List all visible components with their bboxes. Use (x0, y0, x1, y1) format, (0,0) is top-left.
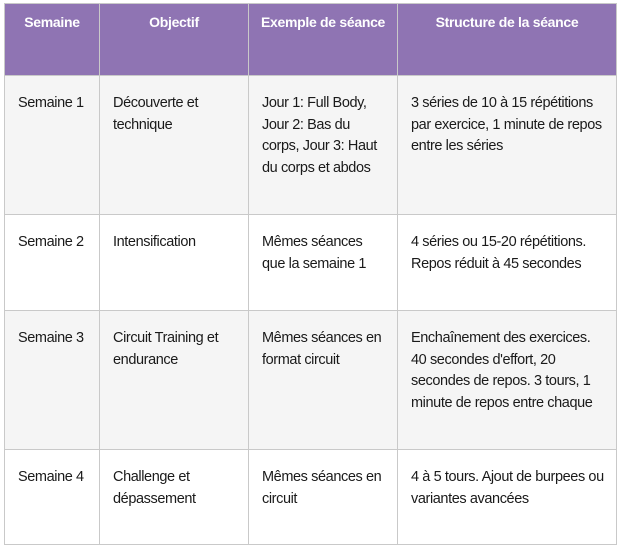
cell-structure: Enchaînement des exercices. 40 secondes d'effort, 20 secondes de repos. 3 tours, 1 minute de repos entre chaque (398, 311, 617, 450)
table-row (5, 450, 617, 545)
cell-objective: Découverte et technique (100, 76, 249, 215)
table-row (5, 215, 617, 311)
cell-structure: 4 à 5 tours. Ajout de burpees ou variantes avancées (398, 450, 617, 545)
cell-structure: 3 séries de 10 à 15 répétitions par exercice, 1 minute de repos entre les séries (398, 76, 617, 215)
table-header-row (5, 4, 617, 76)
cell-example: Mêmes séances que la semaine 1 (249, 215, 398, 311)
header-exemple: Exemple de séance (249, 4, 398, 76)
cell-week: Semaine 4 (5, 450, 100, 545)
cell-objective: Circuit Training et endurance (100, 311, 249, 450)
cell-example: Jour 1: Full Body, Jour 2: Bas du corps, Jour 3: Haut du corps et abdos (249, 76, 398, 215)
table-row (5, 311, 617, 450)
cell-example: Mêmes séances en format circuit (249, 311, 398, 450)
training-plan-table (4, 3, 617, 545)
cell-structure: 4 séries ou 15-20 répétitions. Repos réduit à 45 secondes (398, 215, 617, 311)
table-row (5, 76, 617, 215)
header-structure: Structure de la séance (398, 4, 617, 76)
header-semaine: Semaine (5, 4, 100, 76)
header-objectif: Objectif (100, 4, 249, 76)
cell-objective: Challenge et dépassement (100, 450, 249, 545)
cell-week: Semaine 3 (5, 311, 100, 450)
cell-week: Semaine 2 (5, 215, 100, 311)
cell-week: Semaine 1 (5, 76, 100, 215)
cell-objective: Intensification (100, 215, 249, 311)
cell-example: Mêmes séances en circuit (249, 450, 398, 545)
